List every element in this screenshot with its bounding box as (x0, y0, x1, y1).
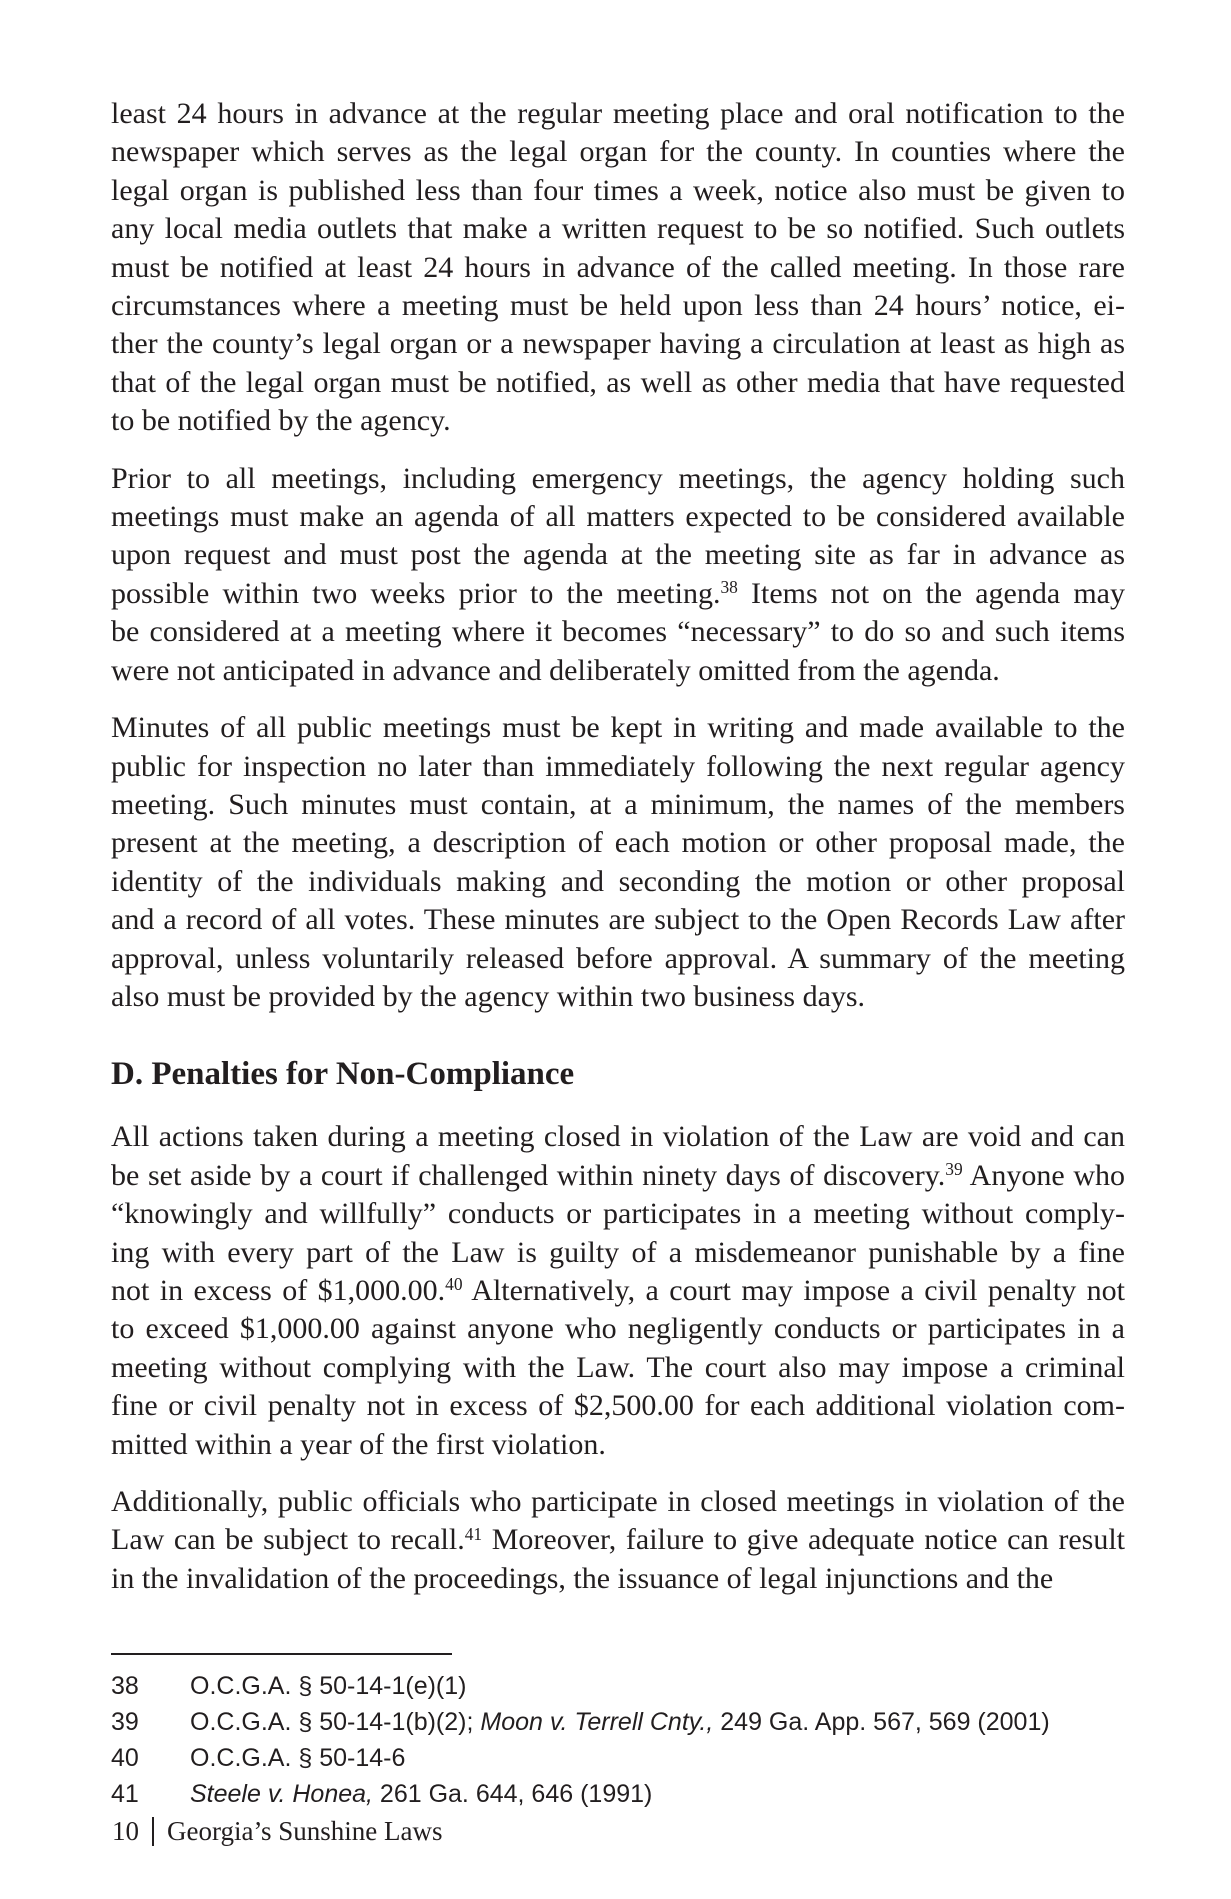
text-line: newspaper which serves as the legal organ for the county. In counties where the (111, 135, 1125, 169)
footnote-reference: 38 (720, 577, 738, 598)
footnotes (111, 1668, 1125, 1812)
footer-divider (152, 1817, 154, 1846)
text-line: ing with every part of the Law is guilty of a misdemeanor punishable by a fine (111, 1235, 1125, 1269)
footnote (111, 1704, 1125, 1740)
footnote-text: O.C.G.A. § 50-14-6 (190, 1744, 406, 1772)
text-line: be considered at a meeting where it becomes “necessary” to do so and such items (111, 615, 1125, 649)
text-line: meeting without complying with the Law. The court also may impose a criminal (111, 1350, 1125, 1384)
text-line: ther the county’s legal organ or a newspaper having a circulation at least as high as (111, 327, 1125, 361)
text-line: any local media outlets that make a written request to be so notified. Such outlets (111, 212, 1125, 246)
text-line: that of the legal organ must be notified, as well as other media that have requested (111, 365, 1125, 399)
paragraph (111, 1483, 1125, 1598)
footnote-reference: 40 (445, 1274, 463, 1295)
text-line: were not anticipated in advance and deliberately omitted from the agenda. (111, 653, 1000, 687)
text-line: Minutes of all public meetings must be kept in writing and made available to the (111, 711, 1125, 745)
footnote-number: 39 (111, 1708, 139, 1736)
paragraph (111, 1118, 1125, 1464)
text-line: in the invalidation of the proceedings, the issuance of legal injunctions and the (111, 1561, 1054, 1595)
text-line: circumstances where a meeting must be held upon less than 24 hours’ notice, ei- (111, 289, 1125, 323)
text-line: upon request and must post the agenda at the meeting site as far in advance as (111, 538, 1125, 572)
text-line: meeting. Such minutes must contain, at a minimum, the names of the members (111, 787, 1125, 821)
text-line: legal organ is published less than four times a week, notice also must be given to (111, 173, 1125, 207)
paragraph (111, 95, 1125, 441)
text-line: fine or civil penalty not in excess of $2,500.00 for each additional violation com- (111, 1389, 1125, 1423)
text-line: “knowingly and willfully” conducts or participates in a meeting without comply- (111, 1197, 1125, 1231)
footnote (111, 1668, 1125, 1704)
text-line: and a record of all votes. These minutes are subject to the Open Records Law after (111, 903, 1125, 937)
text-line: be set aside by a court if challenged within ninety days of discovery.$^{39}$ Anyone who (111, 1158, 1125, 1192)
text-line: Additionally, public officials who participate in closed meetings in violation of the (111, 1485, 1125, 1518)
footnote-text: O.C.G.A. § 50-14-1(b)(2); Moon v. Terrell Cnty., 249 Ga. App. 567, 569 (2001) (190, 1708, 1050, 1736)
text-line: Prior to all meetings, including emergency meetings, the agency holding such (111, 461, 1125, 495)
text-line: Law can be subject to recall.$^{41}$ Moreover, failure to give adequate notice can result (111, 1523, 1126, 1557)
text-line: must be notified at least 24 hours in advance of the called meeting. In those rare (111, 250, 1125, 284)
text-line: to be notified by the agency. (111, 404, 451, 438)
text-line: identity of the individuals making and seconding the motion or other proposal (111, 864, 1125, 898)
paragraph (111, 460, 1125, 690)
footnote-area (111, 1653, 1125, 1812)
text-line: All actions taken during a meeting closed in violation of the Law are void and can (111, 1120, 1125, 1154)
text-line: present at the meeting, a description of each motion or other proposal made, the (111, 826, 1125, 860)
text-line: not in excess of $1,000.00.40 Alternatively, a court may impose a civil penalty not (111, 1273, 1125, 1307)
text-line: mitted within a year of the first violation. (111, 1427, 606, 1461)
paragraph (111, 709, 1125, 1016)
book-title: Georgia’s Sunshine Laws (167, 1816, 443, 1846)
text-line: public for inspection no later than immediately following the next regular agency (111, 749, 1125, 783)
text-line: also must be provided by the agency within two business days. (111, 979, 866, 1013)
text-line: least 24 hours in advance at the regular meeting place and oral notification to the (111, 97, 1125, 130)
text-line: meetings must make an agenda of all matters expected to be considered available (111, 500, 1125, 534)
text-line: approval, unless voluntarily released before approval. A summary of the meeting (111, 941, 1125, 975)
footnote-text: O.C.G.A. § 50-14-1(e)(1) (190, 1672, 467, 1700)
section-heading: D. Penalties for Non-Compliance (111, 1056, 575, 1093)
footnote-reference: 41 (464, 1523, 483, 1544)
footnote-number: 40 (111, 1744, 139, 1772)
page-number: 10 (112, 1816, 139, 1846)
footnote-text: Steele v. Honea, 261 Ga. 644, 646 (1991) (190, 1780, 653, 1808)
footnote-number: 38 (111, 1672, 139, 1700)
footnote (111, 1740, 1125, 1776)
page-footer (112, 1814, 442, 1848)
footnote-number: 41 (111, 1780, 139, 1808)
text-line: possible within two weeks prior to the meeting.$^{38}$ Items not on the agenda may (111, 576, 1125, 610)
footnote-reference: 39 (945, 1159, 963, 1180)
text-line: to exceed $1,000.00 against anyone who negligently conducts or participates in a (111, 1312, 1125, 1346)
footnote-separator (111, 1653, 452, 1655)
body-text (111, 95, 1125, 1598)
footnote (111, 1776, 1125, 1812)
